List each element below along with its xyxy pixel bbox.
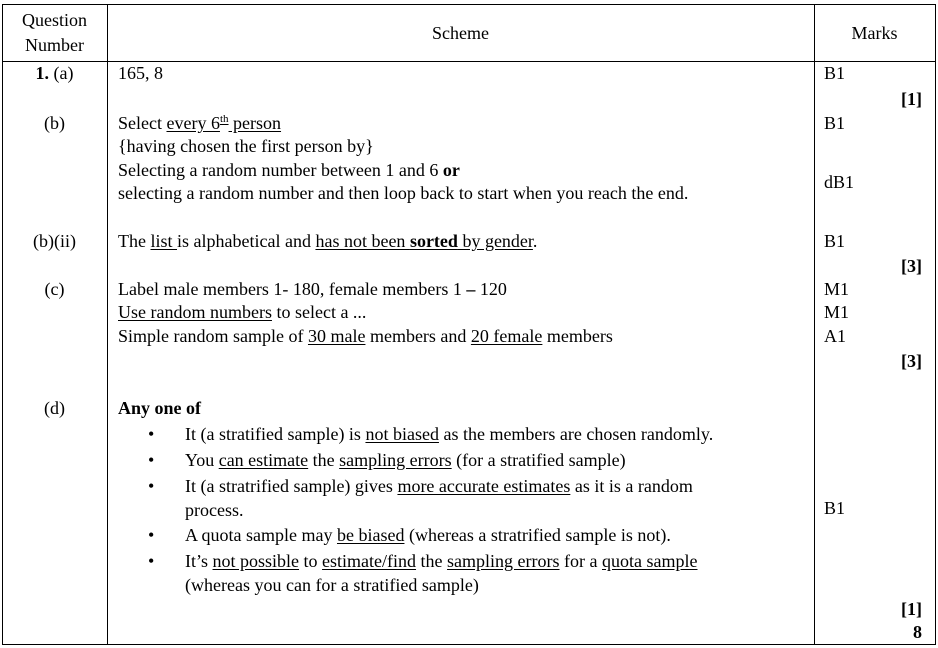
text-segment: every 6	[166, 113, 220, 133]
text-segment: (whereas a stratrified sample is not).	[404, 525, 671, 545]
text-segment: as it is a random	[570, 476, 693, 496]
text-segment: 30 male	[307, 326, 366, 346]
bullet-text	[185, 499, 243, 521]
text-segment: It’s	[185, 551, 213, 571]
text-segment: members and	[365, 326, 471, 346]
table-top-border	[2, 4, 936, 5]
text-segment: has not been	[315, 231, 410, 251]
mark-code: B1	[824, 63, 846, 83]
text-segment: Any one of	[118, 398, 202, 418]
question-label-text: (c)	[44, 279, 65, 299]
bullet-icon: •	[148, 424, 155, 444]
text-segment: be biased	[336, 525, 405, 545]
bullet-icon: •	[148, 551, 155, 571]
text-segment: Selecting a random number between 1 and 6	[118, 160, 443, 180]
mark-total: [3]	[901, 256, 922, 276]
text-segment: can estimate	[218, 450, 309, 470]
text-segment: sampling errors	[339, 450, 452, 470]
text-segment: –	[466, 279, 476, 299]
text-segment: to	[299, 551, 323, 571]
text-segment: The	[118, 231, 151, 251]
text-segment: more accurate estimates	[397, 476, 571, 496]
bullet-text	[185, 475, 693, 497]
text-segment: sampling errors	[447, 551, 560, 571]
text-segment: quota sample	[602, 551, 698, 571]
text-segment: 165, 8	[118, 63, 163, 83]
mark-code: dB1	[824, 172, 855, 192]
bullet-icon: •	[148, 476, 155, 496]
mark-total: [1]	[901, 89, 922, 109]
bullet-text	[185, 449, 626, 471]
scheme-line	[118, 159, 460, 181]
text-segment: the	[308, 450, 340, 470]
mark-total: [1]	[901, 599, 922, 619]
text-segment: members	[542, 326, 613, 346]
bullet-text	[185, 423, 713, 445]
text-segment: by gender	[457, 231, 533, 251]
column-divider-2	[814, 4, 815, 645]
scheme-line	[118, 278, 507, 300]
text-segment: the	[416, 551, 448, 571]
text-segment: not possible	[212, 551, 300, 571]
text-segment: You	[185, 450, 219, 470]
question-label-text: (b)(ii)	[33, 231, 76, 251]
table-left-border	[2, 4, 3, 645]
question-label	[2, 230, 107, 252]
table-bottom-border	[2, 644, 936, 645]
text-segment: is alphabetical and	[177, 231, 316, 251]
mark-code: A1	[824, 326, 846, 346]
text-segment: 20 female	[470, 326, 543, 346]
text-segment: process.	[185, 500, 244, 520]
text-segment: to select a ...	[271, 302, 367, 322]
text-segment: 120	[475, 279, 507, 299]
bullet-text	[185, 574, 479, 596]
bullet-icon: •	[148, 450, 155, 470]
text-segment: estimate/find	[322, 551, 417, 571]
text-segment: .	[532, 231, 538, 251]
text-segment: list	[150, 231, 177, 251]
text-segment: Label male members 1- 180, female members 1	[118, 279, 467, 299]
question-label	[2, 397, 107, 419]
question-label-text: 1.	[35, 63, 49, 83]
header-question-number-line1: Question	[22, 10, 87, 30]
text-segment: {having chosen the first person by}	[118, 136, 374, 156]
mark-code: B1	[824, 498, 846, 518]
text-segment: as the members are chosen randomly.	[438, 424, 714, 444]
text-segment: or	[442, 160, 460, 180]
scheme-line	[118, 112, 281, 134]
text-segment: Simple random sample of	[118, 326, 308, 346]
header-marks: Marks	[851, 23, 898, 43]
column-divider-1	[107, 4, 108, 645]
text-segment: for a	[559, 551, 602, 571]
mark-code: B1	[824, 231, 846, 251]
scheme-line	[118, 182, 688, 204]
bullet-icon: •	[148, 525, 155, 545]
text-segment: sorted	[409, 231, 458, 251]
mark-code: M1	[824, 279, 850, 299]
question-label	[2, 112, 107, 134]
mark-total: [3]	[901, 351, 922, 371]
text-segment: th	[219, 113, 229, 125]
table-right-border	[935, 4, 936, 645]
text-segment: It (a stratrified sample) gives	[185, 476, 398, 496]
question-label	[2, 278, 107, 300]
mark-total: 8	[913, 622, 922, 642]
scheme-line	[118, 325, 613, 347]
text-segment: (whereas you can for a stratified sample)	[185, 575, 479, 595]
text-segment: A quota sample may	[185, 525, 337, 545]
text-segment: selecting a random number and then loop back to start when you reach the end.	[118, 183, 689, 203]
scheme-line	[118, 135, 374, 157]
question-label-suffix: (a)	[49, 63, 74, 83]
text-segment: not biased	[365, 424, 439, 444]
text-segment: It (a stratified sample) is	[185, 424, 366, 444]
question-label-text: (b)	[44, 113, 65, 133]
text-segment: Select	[118, 113, 167, 133]
header-scheme: Scheme	[432, 23, 489, 43]
scheme-line	[118, 301, 366, 323]
question-label-text: (d)	[44, 398, 65, 418]
mark-code: M1	[824, 302, 850, 322]
text-segment: Use random numbers	[118, 302, 272, 322]
bullet-text	[185, 524, 671, 546]
mark-code: B1	[824, 113, 846, 133]
header-question-number-line2: Number	[25, 35, 84, 55]
text-segment: (for a stratified sample)	[451, 450, 626, 470]
question-label	[2, 62, 107, 84]
text-segment: person	[228, 113, 282, 133]
scheme-line	[118, 230, 537, 252]
scheme-line	[118, 62, 163, 84]
scheme-line	[118, 397, 201, 419]
bullet-text	[185, 550, 697, 572]
